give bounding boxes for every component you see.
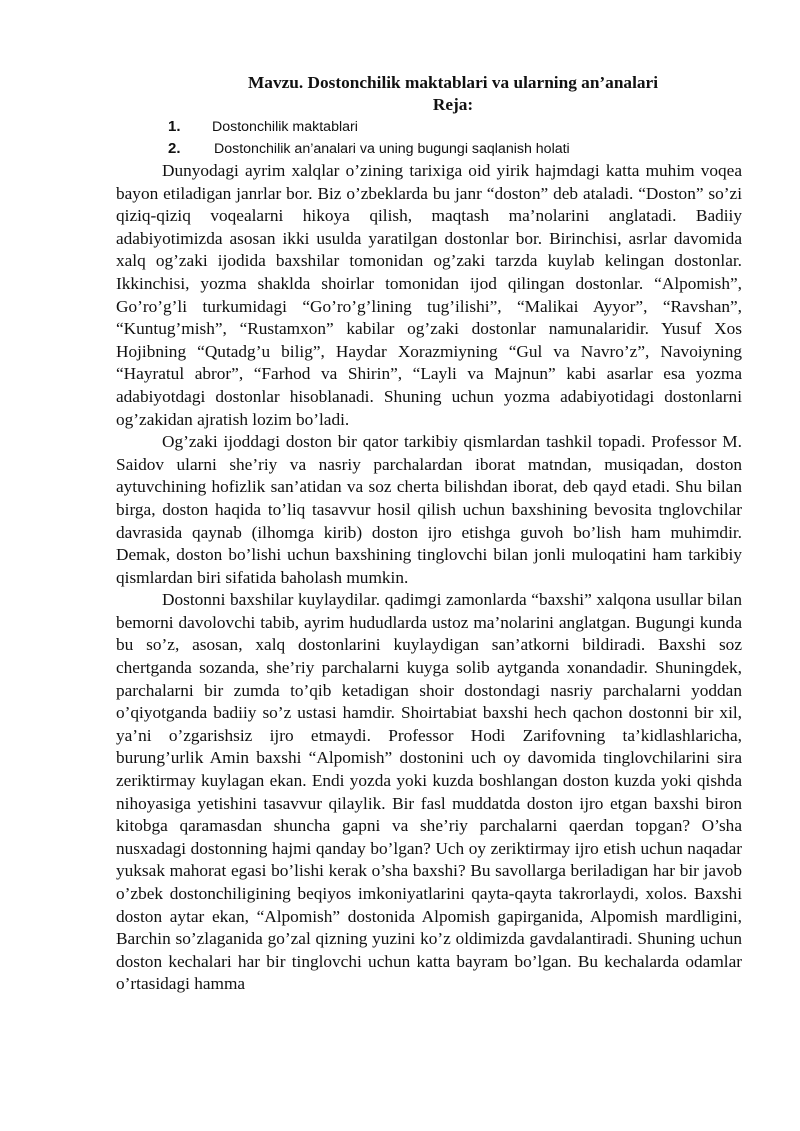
plan-item-text: Dostonchilik an’analari va uning bugungi saqlanish holati xyxy=(214,141,570,157)
plan-item-text: Dostonchilik maktablari xyxy=(212,119,358,135)
plan-heading: Reja: xyxy=(432,95,474,114)
body-paragraph: Dunyodagi ayrim xalqlar o’zining tarixiga oid yirik hajmdagi katta muhim voqea bayon etiladigan janrlar bor. Biz o’zbeklarda bu janr “doston” deb ataladi. “Doston” so’zi qiziq-qiziq voqealarni hikoya qilish, maqtash ma’nolarini anglatadi. Badiiy adabiyotimizda asosan ikki usulda yaratilgan dostonlar bor. Birinchisi, asrlar davomida xalq og’zaki ijodida baxshilar tomonidan og’zaki tarzda kuylab kelingan dostonlar. Ikkinchisi, yozma shaklda shoirlar tomonidan ijod qilingan dostonlar. “Alpomish”, Go’ro’g’li turkumidagi “Go’ro’g’lining tug’ilishi”, “Malikai Ayyor”, “Ravshan”, “Kuntug’mish”, “Rustamxon” kabilar og’zaki dostonlar namunalaridir. Yusuf Xos Hojibning “Qutadg’u bilig”, Haydar Xorazmiyning “Gul va Navro’z”, Navoiyning “Hayratul abror”, “Farhod va Shirin”, “Layli va Majnun” kabi asarlar esa yozma adabiyotdagi dostonlar hisoblanadi. Shuning uchun yozma adabiyotidagi dostonlarni og’zakidan ajratish lozim bo’ladi. xyxy=(116,161,742,429)
plan-item xyxy=(116,138,742,160)
body-paragraph: Dostonni baxshilar kuylaydilar. qadimgi zamonlarda “baxshi” xalqona usullar bilan bemorni davolovchi tabib, ayrim hududlarda ustoz ma’nolarini anglatgan. Bugungi kunda bu so’z, asosan, xalq dostonlarini kuylaydigan san’atkorni bildiradi. Baxshi soz chertganda sozanda, she’riy parchalarni kuyga solib aytganda xonandadir. Shuningdek, parchalarni bir zumda to’qib ketadigan shoir dostondagi nasriy parchalarni yoddan o’qiyotganda badiiy so’z ustasi hamdir. Shoirtabiat baxshi hech qachon dostonni bir xil, ya’ni o’zgarishsiz ijro etmaydi. Professor Hodi Zarifovning ta’kidlashlaricha, burung’urlik Amin baxshi “Alpomish” dostonini uch oy davomida tinglovchilarini sira zeriktirmay kuylagan ekan. Endi yozda yoki kuzda boshlangan doston kuzda yoki qishda nihoyasiga yetishini tasavvur qilaylik. Bir fasl muddatda doston ijro etgan baxshi biron kitobga qaramasdan shuncha gapni va she’riy parchalarni qaerdan topgan? O’sha nusxadagi dostonning hajmi qanday bo’lgan? Uch oy zeriktirmay ijro etish uchun naqadar yuksak mahorat egasi bo’lishi kerak o’sha baxshi? Bu savollarga beriladigan har bir javob o’zbek dostonchiligining beqiyos imkoniyatlarini qayta-qayta takrorlaydi, xolos. Baxshi doston aytar ekan, “Alpomish” dostonida Alpomish gapirganida, Alpomish mardligini, Barchin so’zlaganida go’zal qizning yuzini ko’z oldimizda gavdalantiradi. Shuning uchun doston kechalari har bir tinglovchi uchun katta bayram bo’lgan. Bu kechalarda odamlar o’rtasidagi hamma xyxy=(116,590,742,994)
plan-item xyxy=(116,116,742,138)
plan-item-number: 1. xyxy=(168,118,181,135)
plan-item-number: 2. xyxy=(168,140,181,157)
document-page xyxy=(116,72,742,996)
plan-list xyxy=(116,116,742,160)
body-paragraph: Og’zaki ijoddagi doston bir qator tarkibiy qismlardan tashkil topadi. Professor M. Saidov ularni she’riy va nasriy parchalardan iborat matndan, musiqadan, doston aytuvchining hofizlik san’atidan va soz cherta bilishdan iborat, deb qayd etadi. Shu bilan birga, doston haqida to’liq tasavvur hosil qilish uchun baxshining bevosita tnglovchilar davrasida qaynab (ilhomga kirib) doston ijro etishga guvoh bo’lish ham muhimdir. Demak, doston bo’lishi uchun baxshining tinglovchi bilan jonli muloqatini ham tarkibiy qismlardan biri sifatida baholash mumkin. xyxy=(116,432,742,587)
document-title: Mavzu. Dostonchilik maktablari va ularning an’analari xyxy=(248,73,658,92)
